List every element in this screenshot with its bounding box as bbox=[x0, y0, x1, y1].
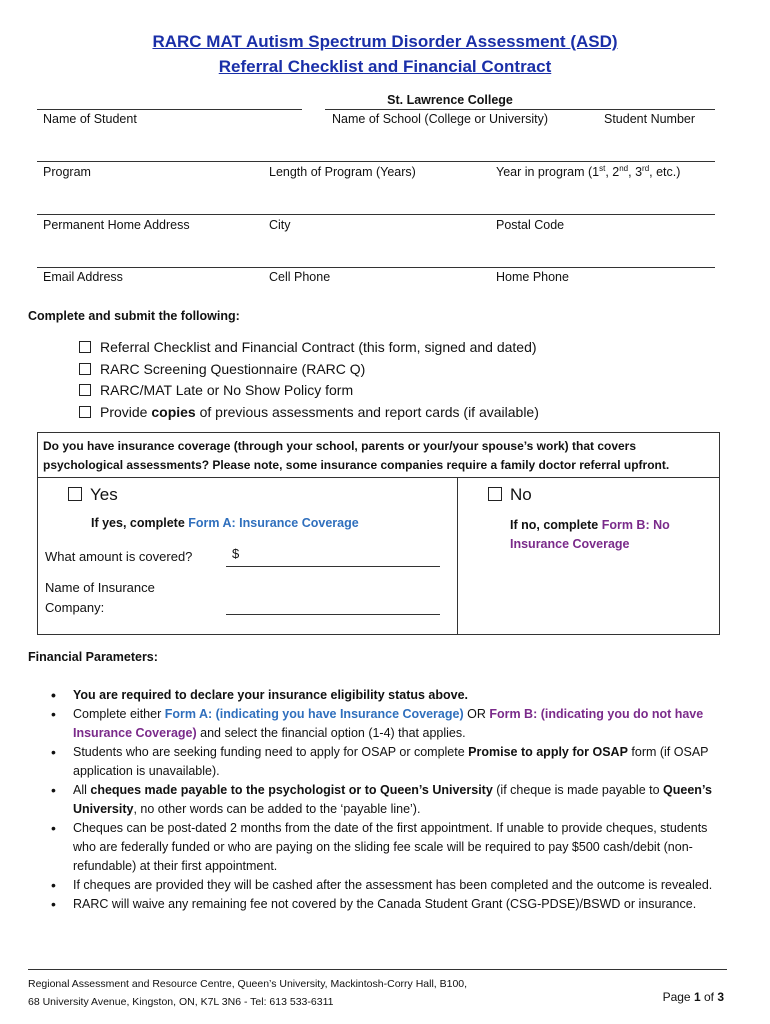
insurance-company-input[interactable] bbox=[226, 614, 440, 615]
checkbox-icon[interactable] bbox=[68, 487, 82, 501]
address-line[interactable] bbox=[37, 214, 715, 215]
student-number-label: Student Number bbox=[604, 112, 696, 126]
list-item: • RARC will waive any remaining fee not covered by the Canada Student Grant (CSG-PDSE)/BSWD or insurance. bbox=[28, 895, 728, 914]
contact-line[interactable] bbox=[37, 267, 715, 268]
postal-code-label: Postal Code bbox=[496, 218, 565, 232]
checklist bbox=[79, 337, 539, 423]
program-label: Program bbox=[43, 165, 91, 179]
financial-heading: Financial Parameters: bbox=[28, 650, 158, 664]
school-value[interactable]: St. Lawrence College bbox=[387, 93, 513, 107]
permanent-address-label: Permanent Home Address bbox=[43, 218, 190, 232]
checkbox-icon[interactable] bbox=[79, 363, 91, 375]
amount-covered-input[interactable] bbox=[226, 566, 440, 567]
student-name-line[interactable] bbox=[37, 109, 302, 110]
checklist-item[interactable]: RARC Screening Questionnaire (RARC Q) bbox=[79, 359, 539, 381]
cell-phone-label: Cell Phone bbox=[269, 270, 331, 284]
checkbox-icon[interactable] bbox=[79, 406, 91, 418]
insurance-company-label: Name of Insurance Company: bbox=[45, 580, 155, 615]
footer-divider bbox=[28, 969, 727, 970]
no-instruction: If no, complete Form B: No Insurance Coverage bbox=[510, 518, 670, 551]
yes-option[interactable]: Yes bbox=[68, 485, 118, 505]
yes-instruction: If yes, complete Form A: Insurance Coverage bbox=[91, 516, 359, 530]
insurance-divider bbox=[37, 477, 720, 478]
list-item: • Cheques can be post-dated 2 months from the date of the first appointment. If unable to provide cheques, students who are federally funded or who are paying on the sliding fee scale will be required to pay $500 cash/debit (non-refundable) at their first appointment. bbox=[28, 819, 728, 876]
list-item: • You are required to declare your insurance eligibility status above. bbox=[28, 686, 728, 705]
year-in-program-label: Year in program (1st, 2nd, 3rd, etc.) bbox=[496, 163, 681, 179]
insurance-question: Do you have insurance coverage (through your school, parents or your/your spouse’s work) that covers psychological assessments? Please note, some insurance companies require a family doctor referral upfront. bbox=[43, 439, 670, 472]
checklist-item[interactable]: Provide copies of previous assessments and report cards (if available) bbox=[79, 402, 539, 424]
insurance-column-divider bbox=[457, 477, 458, 635]
no-option[interactable]: No bbox=[488, 485, 532, 505]
list-item: • Complete either Form A: (indicating you have Insurance Coverage) OR Form B: (indicating you do not have Insurance Coverage) and select the financial option (1-4) that applies. bbox=[28, 705, 728, 743]
program-line[interactable] bbox=[37, 161, 715, 162]
checklist-heading: Complete and submit the following: bbox=[28, 309, 240, 323]
name-of-student-label: Name of Student bbox=[43, 112, 137, 126]
checklist-item[interactable]: RARC/MAT Late or No Show Policy form bbox=[79, 380, 539, 402]
dollar-sign: $ bbox=[232, 546, 240, 561]
email-label: Email Address bbox=[43, 270, 123, 284]
list-item: • If cheques are provided they will be cashed after the assessment has been completed and the outcome is revealed. bbox=[28, 876, 728, 895]
city-label: City bbox=[269, 218, 291, 232]
checkbox-icon[interactable] bbox=[488, 487, 502, 501]
amount-covered-label: What amount is covered? bbox=[45, 549, 193, 564]
checkbox-icon[interactable] bbox=[79, 341, 91, 353]
page-subtitle: Referral Checklist and Financial Contract bbox=[218, 57, 552, 76]
financial-list bbox=[28, 686, 728, 914]
length-of-program-label: Length of Program (Years) bbox=[269, 165, 416, 179]
school-line bbox=[325, 109, 715, 110]
page-title: RARC MAT Autism Spectrum Disorder Assessment (ASD) bbox=[152, 32, 618, 51]
checklist-item[interactable]: Referral Checklist and Financial Contract (this form, signed and dated) bbox=[79, 337, 539, 359]
page-number: Page 1 of 3 bbox=[662, 990, 724, 1004]
list-item: • All cheques made payable to the psychologist or to Queen’s University (if cheque is made payable to Queen’s University, no other words can be added to the ‘payable line’). bbox=[28, 781, 728, 819]
name-of-school-label: Name of School (College or University) bbox=[332, 112, 549, 126]
list-item: • Students who are seeking funding need to apply for OSAP or complete Promise to apply for OSAP form (if OSAP application is unavailable). bbox=[28, 743, 728, 781]
home-phone-label: Home Phone bbox=[496, 270, 569, 284]
footer-address: Regional Assessment and Resource Centre, Queen’s University, Mackintosh-Corry Hall, B100, 68 University Avenue, Kingston, ON, K7L 3N6 - Tel: 613 533-6311 bbox=[28, 978, 468, 1008]
checkbox-icon[interactable] bbox=[79, 384, 91, 396]
